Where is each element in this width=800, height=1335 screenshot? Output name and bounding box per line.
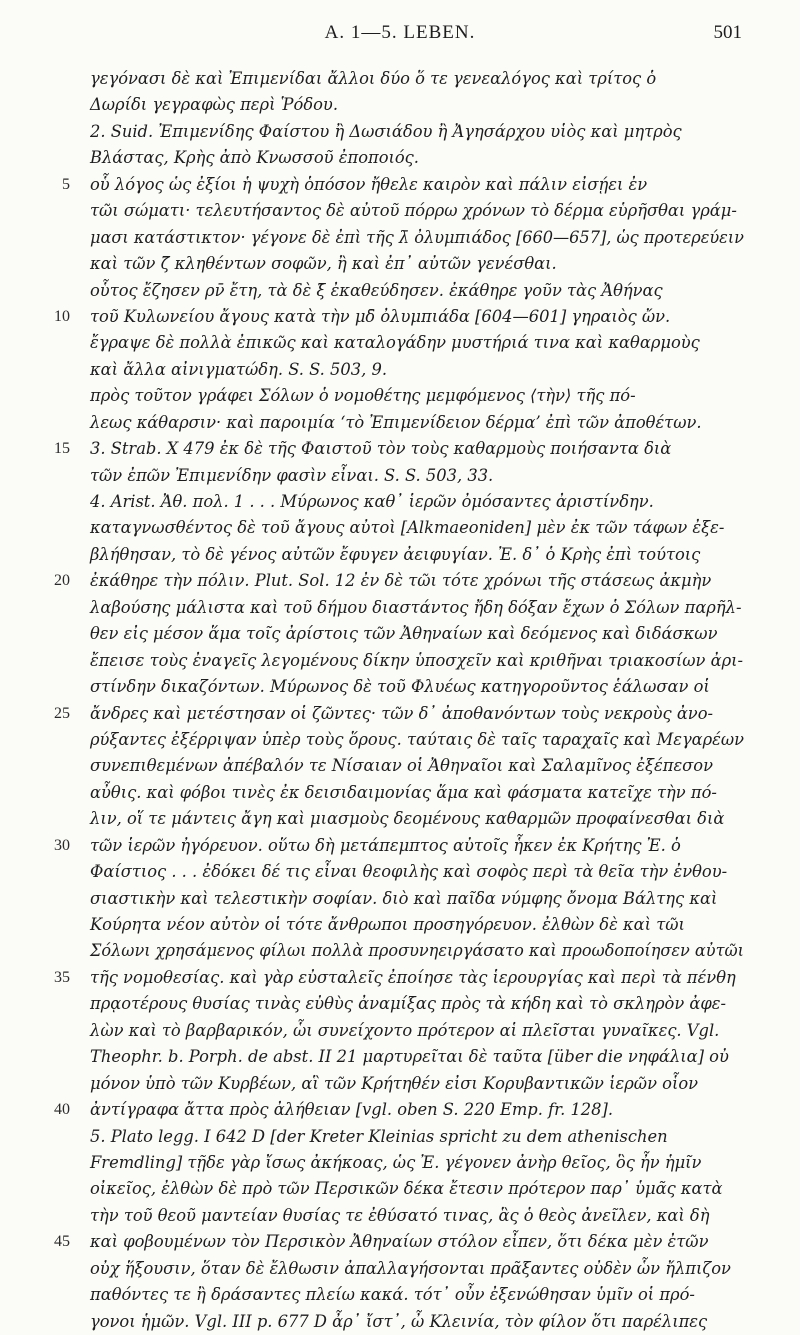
text-line: [0, 1256, 800, 1282]
text-line: [0, 1044, 800, 1070]
line-text: Κούρητα νέον αὐτὸν οἱ τότε ἄνθρωποι προσηγόρευον. ἐλθὼν δὲ καὶ τῶι: [90, 915, 685, 934]
line-text: λαβούσης μάλιστα καὶ τοῦ δήμου διαστάντος ἤδη δόξαν ἔχων ὁ Σόλων παρῆλ-: [90, 597, 742, 617]
text-line: [0, 859, 800, 885]
text-line: [0, 1203, 800, 1229]
text-line: [0, 383, 800, 409]
line-text: οὐχ ἥξουσιν, ὅταν δὲ ἔλθωσιν ἀπαλλαγήσονται πρᾶξαντες οὐδὲν ὧν ἤλπιζον: [90, 1258, 731, 1278]
line-text: μόνον ὑπὸ τῶν Κυρβέων, αἳ τῶν Κρήτηθέν εἰσι Κορυβαντικῶν ἱερῶν οἷον: [90, 1073, 699, 1093]
text-line: [0, 463, 800, 489]
line-number: 35: [54, 968, 70, 986]
line-text: τῶν ἐπῶν Ἐπιμενίδην φασὶν εἶναι. S. S. 503, 33.: [90, 465, 494, 485]
text-line: [0, 991, 800, 1017]
text-line: [0, 780, 800, 806]
text-line: [0, 568, 800, 594]
line-text: καὶ ἄλλα αἰνιγματώδη. S. S. 503, 9.: [90, 359, 387, 379]
line-text: αὖθις. καὶ φόβοι τινὲς ἐκ δεισιδαιμονίας ἅμα καὶ φάσματα κατεῖχε τὴν πό-: [90, 782, 717, 802]
text-line: [0, 542, 800, 568]
text-line: [0, 753, 800, 779]
line-text: τοῦ Κυλωνείου ἄγους κατὰ τὴν μδ̄ ὀλυμπιάδα [604—601] γηραιὸς ὤν.: [90, 306, 671, 326]
line-text: οἰκεῖος, ἐλθὼν δὲ πρὸ τῶν Περσικῶν δέκα ἔτεσιν πρότερον παρ᾽ ὑμᾶς κατὰ: [90, 1179, 723, 1199]
text-line: [0, 965, 800, 991]
text-line: [0, 436, 800, 462]
line-text: θεν εἰς μέσον ἅμα τοῖς ἀρίστοις τῶν Ἀθηναίων καὶ δεόμενος καὶ διδάσκων: [90, 624, 718, 644]
text-line: [0, 119, 800, 145]
line-text: λὼν καὶ τὸ βαρβαρικόν, ὧι συνείχοντο πρότερον αἱ πλεῖσται γυναῖκες. Vgl.: [90, 1020, 720, 1040]
text-line: [0, 912, 800, 938]
line-text: παθόντες τε ἢ δράσαντες πλείω κακά. τότ᾽ οὖν ἐξενώθησαν ὑμῖν οἱ πρό-: [90, 1285, 695, 1305]
line-text: Δωρίδι γεγραφὼς περὶ Ῥόδου.: [90, 95, 338, 115]
text-line: [0, 1309, 800, 1335]
text-line: [0, 92, 800, 118]
text-line: [0, 806, 800, 832]
line-text: γεγόνασι δὲ καὶ Ἐπιμενίδαι ἄλλοι δύο ὅ τε γενεαλόγος καὶ τρίτος ὁ: [90, 69, 657, 88]
line-text: τῶι σώματι· τελευτήσαντος δὲ αὐτοῦ πόρρω χρόνων τὸ δέρμα εὑρῆσθαι γράμ-: [90, 201, 737, 221]
line-text: ἀντίγραφα ἄττα πρὸς ἀλήθειαν [vgl. oben S. 220 Emp. fr. 128].: [90, 1100, 614, 1120]
line-number: 15: [54, 440, 70, 458]
text-line: [0, 1097, 800, 1123]
line-text: ἐκάθηρε τὴν πόλιν. Plut. Sol. 12 ἐν δὲ τῶι τότε χρόνωι τῆς στάσεως ἀκμὴν: [90, 571, 712, 591]
line-text: Fremdling] τῇδε γὰρ ἴσως ἀκήκοας, ὡς Ἐ. γέγονεν ἀνὴρ θεῖος, ὃς ἦν ἡμῖν: [90, 1152, 702, 1172]
line-text: 3. Strab. X 479 ἐκ δὲ τῆς Φαιστοῦ τὸν τοὺς καθαρμοὺς ποιήσαντα διὰ: [90, 439, 672, 459]
line-text: καὶ φοβουμένων τὸν Περσικὸν Ἀθηναίων στόλον εἶπεν, ὅτι δέκα μὲν ἐτῶν: [90, 1232, 709, 1252]
line-text: τῆς νομοθεσίας. καὶ γὰρ εὐσταλεῖς ἐποίησε τὰς ἱερουργίας καὶ περὶ τὰ πένθη: [90, 967, 736, 987]
line-text: καὶ τῶν ζ̄ κληθέντων σοφῶν, ἢ καὶ ἐπ᾽ αὐτῶν γενέσθαι.: [90, 254, 557, 274]
text-line: [0, 251, 800, 277]
text-line: [0, 1018, 800, 1044]
line-text: πρᾳοτέρους θυσίας τινὰς εὐθὺς ἀναμίξας πρὸς τὰ κήδη καὶ τὸ σκληρὸν ἀφε-: [90, 994, 727, 1014]
text-line: [0, 648, 800, 674]
text-line: [0, 515, 800, 541]
line-number: 10: [54, 307, 70, 325]
line-text: καταγνωσθέντος δὲ τοῦ ἄγους αὐτοὶ [Alkmaeoniden] μὲν ἐκ τῶν τάφων ἐξε-: [90, 518, 725, 538]
line-number: 30: [54, 836, 70, 854]
page-number: 501: [713, 22, 742, 43]
line-number: 20: [54, 572, 70, 590]
line-text: τὴν τοῦ θεοῦ μαντείαν θυσίας τε ἐθύσατό τινας, ἃς ὁ θεὸς ἀνεῖλεν, καὶ δὴ: [90, 1205, 710, 1225]
text-line: [0, 145, 800, 171]
line-text: ἄνδρες καὶ μετέστησαν οἱ ζῶντες· τῶν δ᾽ ἀποθανόντων τοὺς νεκροὺς ἀνο-: [90, 703, 714, 723]
text-line: [0, 727, 800, 753]
running-head-title: A. 1—5. LEBEN.: [324, 22, 476, 43]
line-text: λεως κάθαρσιν· καὶ παροιμία ‘τὸ Ἐπιμενίδειον δέρμα’ ἐπὶ τῶν ἀποθέτων.: [90, 412, 702, 432]
line-text: οὗ λόγος ὡς ἐξίοι ἡ ψυχὴ ὁπόσον ἤθελε καιρὸν καὶ πάλιν εἰσῄει ἐν: [90, 174, 648, 194]
line-text: σιαστικὴν καὶ τελεστικὴν σοφίαν. διὸ καὶ παῖδα νύμφης ὄνομα Βάλτης καὶ: [90, 888, 718, 908]
text-line: [0, 172, 800, 198]
line-text: 4. Arist. Ἀθ. πολ. 1 . . . Μύρωνος καθ᾽ ἱερῶν ὀμόσαντες ἀριστίνδην.: [90, 492, 654, 511]
text-line: [0, 278, 800, 304]
line-text: τῶν ἱερῶν ἠγόρευον. οὕτω δὴ μετάπεμπτος αὐτοῖς ἧκεν ἐκ Κρήτης Ἐ. ὁ: [90, 835, 681, 855]
line-text: στίνδην δικαζόντων. Μύρωνος δὲ τοῦ Φλυέως κατηγοροῦντος ἑάλωσαν οἱ: [90, 677, 710, 697]
line-text: Σόλωνι χρησάμενος φίλωι πολλὰ προσυνηειργάσατο καὶ προωδοποίησεν αὐτῶι: [90, 941, 744, 961]
text-line: [0, 1150, 800, 1176]
running-head: [0, 22, 800, 50]
text-line: [0, 833, 800, 859]
line-text: Theophr. b. Porph. de abst. II 21 μαρτυρεῖται δὲ ταῦτα [über die νηφάλια] οὐ: [90, 1047, 729, 1067]
text-line: [0, 66, 800, 92]
text-line: [0, 1229, 800, 1255]
text-line: [0, 198, 800, 224]
line-number: 40: [54, 1101, 70, 1119]
text-line: [0, 1124, 800, 1150]
text-line: [0, 489, 800, 515]
line-text: ἔγραψε δὲ πολλὰ ἐπικῶς καὶ καταλογάδην μυστήριά τινα καὶ καθαρμοὺς: [90, 333, 700, 353]
text-line: [0, 304, 800, 330]
line-text: οὗτος ἔζησεν ρν̄ ἔτη, τὰ δὲ ξ̄ ἐκαθεύδησεν. ἐκάθηρε γοῦν τὰς Ἀθήνας: [90, 280, 663, 300]
text-line: [0, 330, 800, 356]
line-text: ἔπεισε τοὺς ἐναγεῖς λεγομένους δίκην ὑποσχεῖν καὶ κριθῆναι τριακοσίων ἀρι-: [90, 650, 744, 670]
text-line: [0, 938, 800, 964]
line-text: Φαίστιος . . . ἐδόκει δέ τις εἶναι θεοφιλὴς καὶ σοφὸς περὶ τὰ θεῖα τὴν ἐνθου-: [90, 862, 728, 882]
body-text: [0, 66, 800, 1335]
line-text: λιν, οἵ τε μάντεις ἄγη καὶ μιασμοὺς δεομένους καθαρμῶν προφαίνεσθαι διὰ: [90, 809, 725, 829]
text-line: [0, 674, 800, 700]
text-line: [0, 357, 800, 383]
line-text: μασι κατάστικτον· γέγονε δὲ ἐπὶ τῆς λ̄ ὀλυμπιάδος [660—657], ὡς προτερεύειν: [90, 227, 744, 247]
text-line: [0, 1071, 800, 1097]
text-line: [0, 1176, 800, 1202]
line-text: γονοι ἡμῶν. Vgl. III p. 677 D ἆρ᾽ ἴστ᾽, ὦ Κλεινία, τὸν φίλον ὅτι παρέλιπες: [90, 1311, 708, 1331]
text-line: [0, 595, 800, 621]
text-line: [0, 886, 800, 912]
line-number: 45: [54, 1233, 70, 1251]
line-text: πρὸς τοῦτον γράφει Σόλων ὁ νομοθέτης μεμφόμενος ⟨τὴν⟩ τῆς πό-: [90, 386, 636, 406]
line-text: 5. Plato legg. I 642 D [der Kreter Kleinias spricht zu dem athenischen: [90, 1126, 668, 1146]
line-text: συνεπιθεμένων ἀπέβαλόν τε Νίσαιαν οἱ Ἀθηναῖοι καὶ Σαλαμῖνος ἐξέπεσον: [90, 756, 713, 776]
line-number: 5: [62, 175, 70, 193]
text-line: [0, 701, 800, 727]
line-number: 25: [54, 704, 70, 722]
line-text: βλήθησαν, τὸ δὲ γένος αὐτῶν ἔφυγεν ἀειφυγίαν. Ἐ. δ᾽ ὁ Κρὴς ἐπὶ τούτοις: [90, 544, 701, 564]
text-line: [0, 410, 800, 436]
text-line: [0, 621, 800, 647]
text-line: [0, 1282, 800, 1308]
line-text: ρύξαντες ἐξέρριψαν ὑπὲρ τοὺς ὅρους. ταύταις δὲ ταῖς ταραχαῖς καὶ Μεγαρέων: [90, 729, 745, 749]
text-line: [0, 225, 800, 251]
line-text: 2. Suid. Ἐπιμενίδης Φαίστου ἢ Δωσιάδου ἢ Ἀγησάρχου υἱὸς καὶ μητρὸς: [90, 121, 682, 141]
line-text: Βλάστας, Κρὴς ἀπὸ Κνωσσοῦ ἐποποιός.: [90, 148, 419, 168]
